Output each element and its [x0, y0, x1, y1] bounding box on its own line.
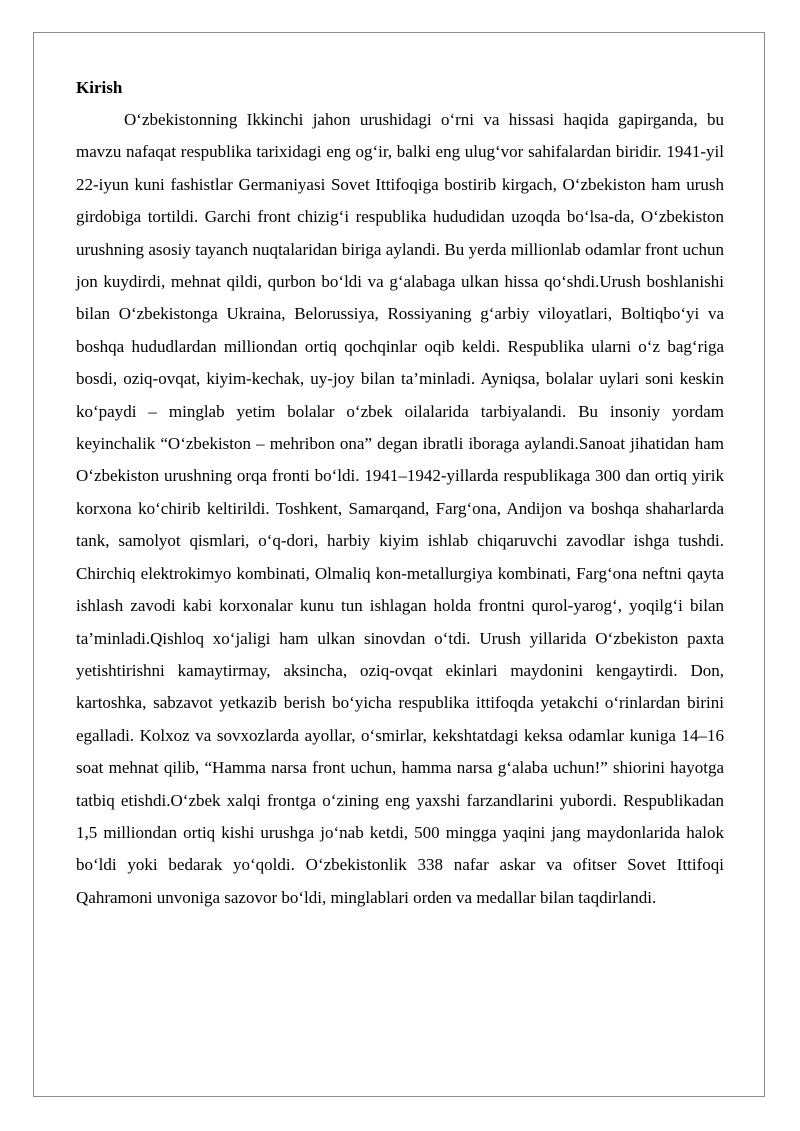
body-paragraph: O‘zbekistonning Ikkinchi jahon urushidagi o‘rni va hissasi haqida gapirganda, bu mavzu nafaqat respublika tarixidagi eng og‘ir, balki eng ulug‘vor sahifalardan biridir. 1941-yil 22-iyun kuni fashistlar Germaniyasi Sovet Ittifoqiga bostirib kirgach, O‘zbekiston ham urush girdobiga tortildi. Garchi front chizig‘i respublika hududidan uzoqda bo‘lsa-da, O‘zbekiston urushning asosiy tayanch nuqtalaridan biriga aylandi. Bu yerda millionlab odamlar front uchun jon kuydirdi, mehnat qildi, qurbon bo‘ldi va g‘alabaga ulkan hissa qo‘shdi.Urush boshlanishi bilan O‘zbekistonga Ukraina, Belorussiya, Rossiyaning g‘arbiy viloyatlari, Boltiqbo‘yi va boshqa hududlardan milliondan ortiq qochqinlar oqib keldi. Respublika ularni o‘z bag‘riga bosdi, oziq-ovqat, kiyim-kechak, uy-joy bilan ta’minladi. Ayniqsa, bolalar uylari soni keskin ko‘paydi – minglab yetim bolalar o‘zbek oilalarida tarbiyalandi. Bu insoniy yordam keyinchalik “O‘zbekiston – mehribon ona” degan ibratli iboraga aylandi.Sanoat jihatidan ham O‘zbekiston urushning orqa fronti bo‘ldi. 1941–1942-yillarda respublikaga 300 dan ortiq yirik korxona ko‘chirib keltirildi. Toshkent, Samarqand, Farg‘ona, Andijon va boshqa shaharlarda tank, samolyot qismlari, o‘q-dori, harbiy kiyim ishlab chiqaruvchi zavodlar ishga tushdi. Chirchiq elektrokimyo kombinati, Olmaliq kon-metallurgiya kombinati, Farg‘ona neftni qayta ishlash zavodi kabi korxonalar kunu tun ishlagan holda frontni qurol-yarog‘, yoqilg‘i bilan ta’minladi.Qishloq xo‘jaligi ham ulkan sinovdan o‘tdi. Urush yillarida O‘zbekiston paxta yetishtirishni kamaytirmay, aksincha, oziq-ovqat ekinlari maydonini kengaytirdi. Don, kartoshka, sabzavot yetkazib berish bo‘yicha respublika ittifoqda yetakchi o‘rinlardan birini egalladi. Kolxoz va sovxozlarda ayollar, o‘smirlar, kekshtatdagi keksa odamlar kuniga 14–16 soat mehnat qilib, “Hamma narsa front uchun, hamma narsa g‘alaba uchun!” shiorini hayotga tatbiq etishdi.O‘zbek xalqi frontga o‘zining eng yaxshi farzandlarini yubordi. Respublikadan 1,5 milliondan ortiq kishi urushga jo‘nab ketdi, 500 mingga yaqini jang maydonlarida halok bo‘ldi yoki bedarak yo‘qoldi. O‘zbekistonlik 338 nafar askar va ofitser Sovet Ittifoqi Qahramoni unvoniga sazovor bo‘ldi, minglablari orden va medallar bilan taqdirlandi. — [76, 110, 724, 907]
document-body — [76, 72, 724, 914]
section-heading: Kirish — [76, 78, 123, 97]
